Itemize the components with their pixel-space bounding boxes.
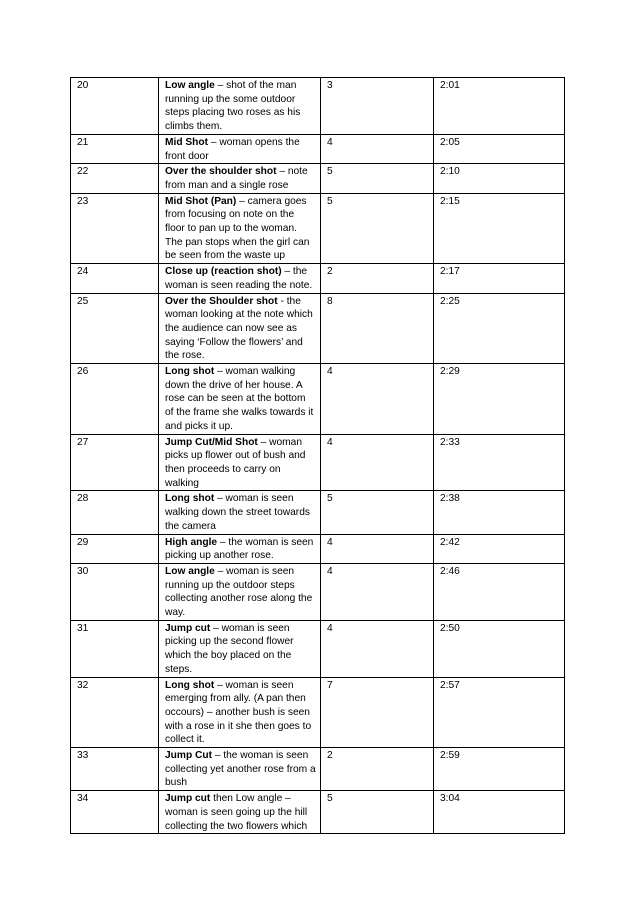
shot-type: Low angle xyxy=(165,80,215,91)
shot-type: Low angle xyxy=(165,565,215,577)
shot-list-body xyxy=(71,78,565,834)
shot-description xyxy=(159,193,321,264)
table-row xyxy=(71,748,565,791)
table-row xyxy=(71,264,565,293)
shot-number: 26 xyxy=(71,364,159,435)
shot-duration: 5 xyxy=(321,164,434,193)
shot-type: High angle xyxy=(165,536,218,548)
shot-number: 20 xyxy=(71,78,159,135)
shot-timecode: 2:42 xyxy=(434,534,565,563)
shot-timecode: 2:15 xyxy=(434,193,565,264)
shot-type: Long shot xyxy=(165,366,215,378)
shot-duration: 2 xyxy=(321,264,434,293)
shot-type: Mid Shot (Pan) xyxy=(165,195,237,207)
table-row xyxy=(71,563,565,620)
shot-timecode: 2:38 xyxy=(434,491,565,534)
shot-duration: 4 xyxy=(321,620,434,677)
shot-duration: 5 xyxy=(321,193,434,264)
table-row xyxy=(71,620,565,677)
shot-detail: – woman picks up flower out of bush and then proceeds to carry on walking xyxy=(165,436,306,489)
shot-type: Mid Shot xyxy=(165,136,209,148)
shot-description xyxy=(159,364,321,435)
shot-detail: – woman is seen picking up the second flower which the boy placed on the steps. xyxy=(165,622,294,675)
shot-description xyxy=(159,620,321,677)
shot-duration: 3 xyxy=(321,78,434,135)
shot-timecode: 2:05 xyxy=(434,134,565,163)
shot-number: 22 xyxy=(71,164,159,193)
shot-detail: – woman opens the front door xyxy=(165,136,300,162)
shot-number: 24 xyxy=(71,264,159,293)
shot-number: 33 xyxy=(71,748,159,791)
shot-duration: 5 xyxy=(321,491,434,534)
shot-detail: – woman is seen running up the outdoor steps collecting another rose along the way. xyxy=(165,565,313,619)
shot-duration: 7 xyxy=(321,677,434,748)
shot-description xyxy=(159,134,321,163)
shot-number: 23 xyxy=(71,193,159,264)
shot-timecode: 2:57 xyxy=(434,677,565,748)
shot-timecode: 3:04 xyxy=(434,791,565,834)
shot-detail: – note from man and a single rose xyxy=(165,166,308,191)
shot-detail: – camera goes from focusing on note on the floor to pan up to the woman. The pan stops when the girl can be seen from the waste up xyxy=(165,195,310,262)
shot-detail: then Low angle – woman is seen going up the hill collecting the two flowers which xyxy=(165,793,308,832)
shot-description xyxy=(159,264,321,293)
shot-detail: – the woman is seen collecting yet another rose from a bush xyxy=(165,750,316,789)
shot-description xyxy=(159,164,321,193)
shot-detail: – woman is seen walking down the street towards the camera xyxy=(165,493,310,532)
shot-number: 30 xyxy=(71,563,159,620)
shot-number: 27 xyxy=(71,434,159,491)
table-row xyxy=(71,293,565,364)
shot-type: Long shot xyxy=(165,493,215,505)
shot-type: Over the Shoulder shot xyxy=(165,295,278,307)
shot-number: 25 xyxy=(71,293,159,364)
shot-timecode: 2:17 xyxy=(434,264,565,293)
shot-detail: – the woman is seen picking up another rose. xyxy=(165,536,314,562)
shot-number: 32 xyxy=(71,677,159,748)
shot-detail: – woman is seen emerging from ally. (A pan then occours) – another bush is seen with a rose in it she then goes to collect it. xyxy=(165,679,312,746)
shot-description xyxy=(159,534,321,563)
shot-type: Jump Cut/Mid Shot xyxy=(165,436,258,448)
shot-timecode: 2:46 xyxy=(434,563,565,620)
shot-detail: – shot of the man running up the some outdoor steps placing two roses as his climbs them. xyxy=(165,80,301,133)
shot-detail: – woman walking down the drive of her house. A rose can be seen at the bottom of the frame she walks towards it and picks it up. xyxy=(165,366,314,432)
shot-number: 34 xyxy=(71,791,159,834)
shot-type: Jump cut xyxy=(165,622,211,634)
shot-timecode: 2:33 xyxy=(434,434,565,491)
shot-duration: 5 xyxy=(321,791,434,834)
shot-duration: 8 xyxy=(321,293,434,364)
shot-duration: 4 xyxy=(321,563,434,620)
shot-detail: – the woman is seen reading the note. xyxy=(165,266,313,291)
shot-description xyxy=(159,791,321,834)
table-row xyxy=(71,791,565,834)
shot-description xyxy=(159,563,321,620)
shot-number: 21 xyxy=(71,134,159,163)
shot-list-table xyxy=(70,77,565,834)
shot-detail: - the woman looking at the note which the audience can now see as saying ‘Follow the flowers’ and the rose. xyxy=(165,295,313,362)
table-row xyxy=(71,193,565,264)
shot-timecode: 2:59 xyxy=(434,748,565,791)
table-row xyxy=(71,677,565,748)
shot-type: Long shot xyxy=(165,679,215,691)
shot-timecode: 2:01 xyxy=(434,78,565,135)
shot-type: Jump Cut xyxy=(165,750,212,762)
shot-timecode: 2:50 xyxy=(434,620,565,677)
shot-timecode: 2:25 xyxy=(434,293,565,364)
table-row xyxy=(71,364,565,435)
shot-number: 29 xyxy=(71,534,159,563)
shot-duration: 4 xyxy=(321,364,434,435)
table-row xyxy=(71,534,565,563)
shot-number: 31 xyxy=(71,620,159,677)
shot-duration: 4 xyxy=(321,134,434,163)
shot-timecode: 2:10 xyxy=(434,164,565,193)
shot-type: Close up (reaction shot) xyxy=(165,266,282,278)
shot-duration: 4 xyxy=(321,534,434,563)
table-row xyxy=(71,78,565,135)
shot-timecode: 2:29 xyxy=(434,364,565,435)
shot-type: Jump cut xyxy=(165,793,211,805)
shot-description xyxy=(159,677,321,748)
shot-description xyxy=(159,434,321,491)
shot-type: Over the shoulder shot xyxy=(165,166,277,178)
shot-number: 28 xyxy=(71,491,159,534)
shot-duration: 4 xyxy=(321,434,434,491)
shot-description xyxy=(159,78,321,135)
shot-description xyxy=(159,491,321,534)
shot-description xyxy=(159,748,321,791)
shot-description xyxy=(159,293,321,364)
table-row xyxy=(71,134,565,163)
shot-duration: 2 xyxy=(321,748,434,791)
table-row xyxy=(71,434,565,491)
table-row xyxy=(71,164,565,193)
table-row xyxy=(71,491,565,534)
